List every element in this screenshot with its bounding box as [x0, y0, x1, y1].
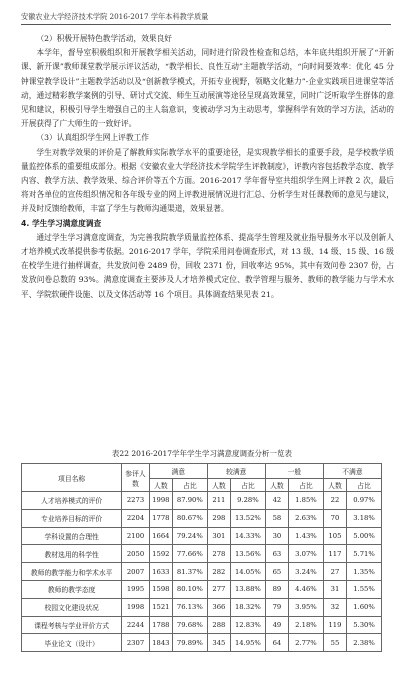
table-cell: 13.56% [230, 545, 265, 563]
table-cell: 1778 [149, 509, 172, 527]
row-name-cell: 教材选用的科学性 [22, 545, 122, 563]
table-cell: 1521 [149, 598, 172, 616]
table-cell: 2.38% [347, 634, 382, 652]
row-name-cell: 毕业论文（设计） [22, 634, 122, 652]
row-total-cell: 2244 [122, 616, 149, 634]
table-cell: 3.07% [289, 545, 324, 563]
table-cell: 87.90% [172, 492, 207, 510]
table-cell: 282 [207, 563, 230, 581]
table-cell: 22 [323, 492, 346, 510]
paragraph: 学生对教学效果的评价是了解教师实际教学水平的重要途径，是实现教学相长的重要手段，是学校教学质量监控体系的重要组成部分。根据《安徽农业大学经济技术学院学生评教制度》，评教内容包括教学态度、教学内容、教学方法、教学效果、综合评价等五个方面。2016-2017 学年督导室共组织学生网上评教 2 次，最后将对各单位的宣传组织情况和各年级专业的网上评教进展情况进行汇总、分析学生对任课教师的意见与建议，并及时反馈给教师，丰富了学生与教师沟通渠道，效果显著。 [21, 147, 394, 214]
section-heading: 4. 学生学习满意度调查 [21, 218, 102, 228]
header-sub: 人数 [265, 479, 288, 492]
header-sub: 人数 [323, 479, 346, 492]
row-total-cell: 2050 [122, 545, 149, 563]
table-cell: 64 [265, 634, 288, 652]
table-cell: 49 [265, 616, 288, 634]
table-cell: 117 [323, 545, 346, 563]
header-group: 较满意 [207, 464, 265, 479]
row-name-cell: 学科设置的合理性 [22, 527, 122, 545]
header-sub: 占比 [230, 479, 265, 492]
table-cell: 80.10% [172, 580, 207, 598]
table-cell: 81.37% [172, 563, 207, 581]
table-row [22, 492, 382, 510]
row-name-cell: 专业培养目标的评价 [22, 509, 122, 527]
row-total-cell: 2307 [122, 634, 149, 652]
table-cell: 1843 [149, 634, 172, 652]
table-cell: 0.97% [347, 492, 382, 510]
table-cell: 2.77% [289, 634, 324, 652]
table-cell: 9.28% [230, 492, 265, 510]
table-cell: 55 [323, 634, 346, 652]
row-name-cell: 校园文化建设状况 [22, 598, 122, 616]
table-cell: 79.68% [172, 616, 207, 634]
header-sub: 人数 [207, 479, 230, 492]
table-cell: 1592 [149, 545, 172, 563]
table-row [22, 580, 382, 598]
table-cell: 277 [207, 580, 230, 598]
table-cell: 278 [207, 545, 230, 563]
header-sub: 占比 [289, 479, 324, 492]
row-total-cell: 2100 [122, 527, 149, 545]
paragraph: 本学年，督导室积极组织和开展教学相关活动，同时进行阶段性检查和总结，本年底共组织开展了“开新课、新开课”教师课堂教学展示评议活动，“教学相长、良性互动”主题教学活动，“向时间要效率：优化 45 分钟课堂教学设计”主题教学活动以及“创新教学模式，开拓专业视野，领略文化魅力”-企业实践项目进课堂等活动，通过精彩教学案例的引导、研讨式交流、师生互动展演等途径呈现高效课堂，同时广泛听取学生群体的意见和建议，积极引导学生增强自己的主人翁意识，变被动学习为主动思考，掌握科学有效的学习方法，活动的开展获得了广大师生的一致好评。 [21, 48, 394, 129]
table-cell: 1998 [149, 492, 172, 510]
table-cell: 301 [207, 527, 230, 545]
table-cell: 79.89% [172, 634, 207, 652]
header-group: 一般 [265, 464, 323, 479]
table-row [22, 545, 382, 563]
table-cell: 1788 [149, 616, 172, 634]
table-cell: 79.24% [172, 527, 207, 545]
table-row [22, 616, 382, 634]
table-cell: 288 [207, 616, 230, 634]
table-cell: 77.66% [172, 545, 207, 563]
table-cell: 76.13% [172, 598, 207, 616]
table-cell: 1.60% [347, 598, 382, 616]
table-cell: 2.63% [289, 509, 324, 527]
table-cell: 14.95% [230, 634, 265, 652]
table-cell: 211 [207, 492, 230, 510]
table-cell: 5.71% [347, 545, 382, 563]
table-cell: 1.55% [347, 580, 382, 598]
running-header: 安徽农业大学经济技术学院 2016-2017 学年本科教学质量 [21, 12, 209, 21]
header-count: 参评人数 [122, 464, 149, 492]
table-cell: 14.05% [230, 563, 265, 581]
row-name-cell: 课程考核与学业评价方式 [22, 616, 122, 634]
row-name-cell: 教师的教学态度 [22, 580, 122, 598]
table-row [22, 563, 382, 581]
row-name-cell: 教师的教学能力和学术水平 [22, 563, 122, 581]
table-cell: 58 [265, 509, 288, 527]
header-sub: 人数 [149, 479, 172, 492]
table-cell: 80.67% [172, 509, 207, 527]
table-cell: 1598 [149, 580, 172, 598]
table-cell: 366 [207, 598, 230, 616]
row-total-cell: 2204 [122, 509, 149, 527]
table-cell: 18.32% [230, 598, 265, 616]
body-text [21, 32, 394, 302]
table-cell: 119 [323, 616, 346, 634]
table-cell: 3.95% [289, 598, 324, 616]
table-cell: 105 [323, 527, 346, 545]
table-cell: 65 [265, 563, 288, 581]
table-cell: 79 [265, 598, 288, 616]
header-sub: 占比 [347, 479, 382, 492]
row-name-cell: 人才培养模式的评价 [22, 492, 122, 510]
subheading: （2）积极开展特色教学活动，效果良好 [36, 34, 172, 43]
table-body [22, 492, 382, 652]
table-cell: 1664 [149, 527, 172, 545]
header-group: 不满意 [323, 464, 381, 479]
subheading: （3）认真组织学生网上评教工作 [36, 133, 149, 143]
table-cell: 13.52% [230, 509, 265, 527]
table-row [22, 598, 382, 616]
table-cell: 5.00% [347, 527, 382, 545]
table-cell: 4.46% [289, 580, 324, 598]
table-cell: 31 [323, 580, 346, 598]
table-row [22, 527, 382, 545]
table-row [22, 634, 382, 652]
row-total-cell: 2007 [122, 563, 149, 581]
table-cell: 1.43% [289, 527, 324, 545]
table-cell: 63 [265, 545, 288, 563]
table-cell: 298 [207, 509, 230, 527]
table-cell: 14.33% [230, 527, 265, 545]
table-cell: 89 [265, 580, 288, 598]
header-rule [21, 24, 391, 25]
satisfaction-table [21, 463, 382, 652]
table-cell: 13.88% [230, 580, 265, 598]
table-cell: 42 [265, 492, 288, 510]
row-total-cell: 2273 [122, 492, 149, 510]
table-cell: 5.30% [347, 616, 382, 634]
table-caption: 表22 2016-2017学年学生学习满意度调查分析一览表 [111, 449, 293, 458]
table-cell: 1.85% [289, 492, 324, 510]
table-cell: 32 [323, 598, 346, 616]
header-group: 满意 [149, 464, 207, 479]
table-cell: 345 [207, 634, 230, 652]
table-cell: 3.24% [289, 563, 324, 581]
row-total-cell: 1995 [122, 580, 149, 598]
table-cell: 12.83% [230, 616, 265, 634]
table-row [22, 509, 382, 527]
header-item: 项目名称 [22, 464, 122, 492]
table-cell: 2.18% [289, 616, 324, 634]
table-cell: 1633 [149, 563, 172, 581]
paragraph: 通过学生学习满意度调查，为完善我院教学质量监控体系、提高学生管理及就业指导服务水平以及创新人才培养模式改革提供参考依据。2016-2017 学年，学院采用问卷调查形式，对 13 级、14 级、15 级、16 级在校学生进行抽样调查，共发放问卷 2489 份，回收 2371 份，回收率达 95%，其中有效问卷 2307 份，占发放问卷总数的 93%。满意度调查主要涉及人才培养模式定位、教学管理与服务、教师的教学能力与学术水平、学院软硬件设施、以及文体活动等 16 个项目。具体调查结果见表 21。 [21, 232, 394, 299]
table-cell: 30 [265, 527, 288, 545]
table-cell: 27 [323, 563, 346, 581]
row-total-cell: 1998 [122, 598, 149, 616]
table-cell: 3.18% [347, 509, 382, 527]
header-sub: 占比 [172, 479, 207, 492]
table-cell: 70 [323, 509, 346, 527]
table-cell: 1.35% [347, 563, 382, 581]
